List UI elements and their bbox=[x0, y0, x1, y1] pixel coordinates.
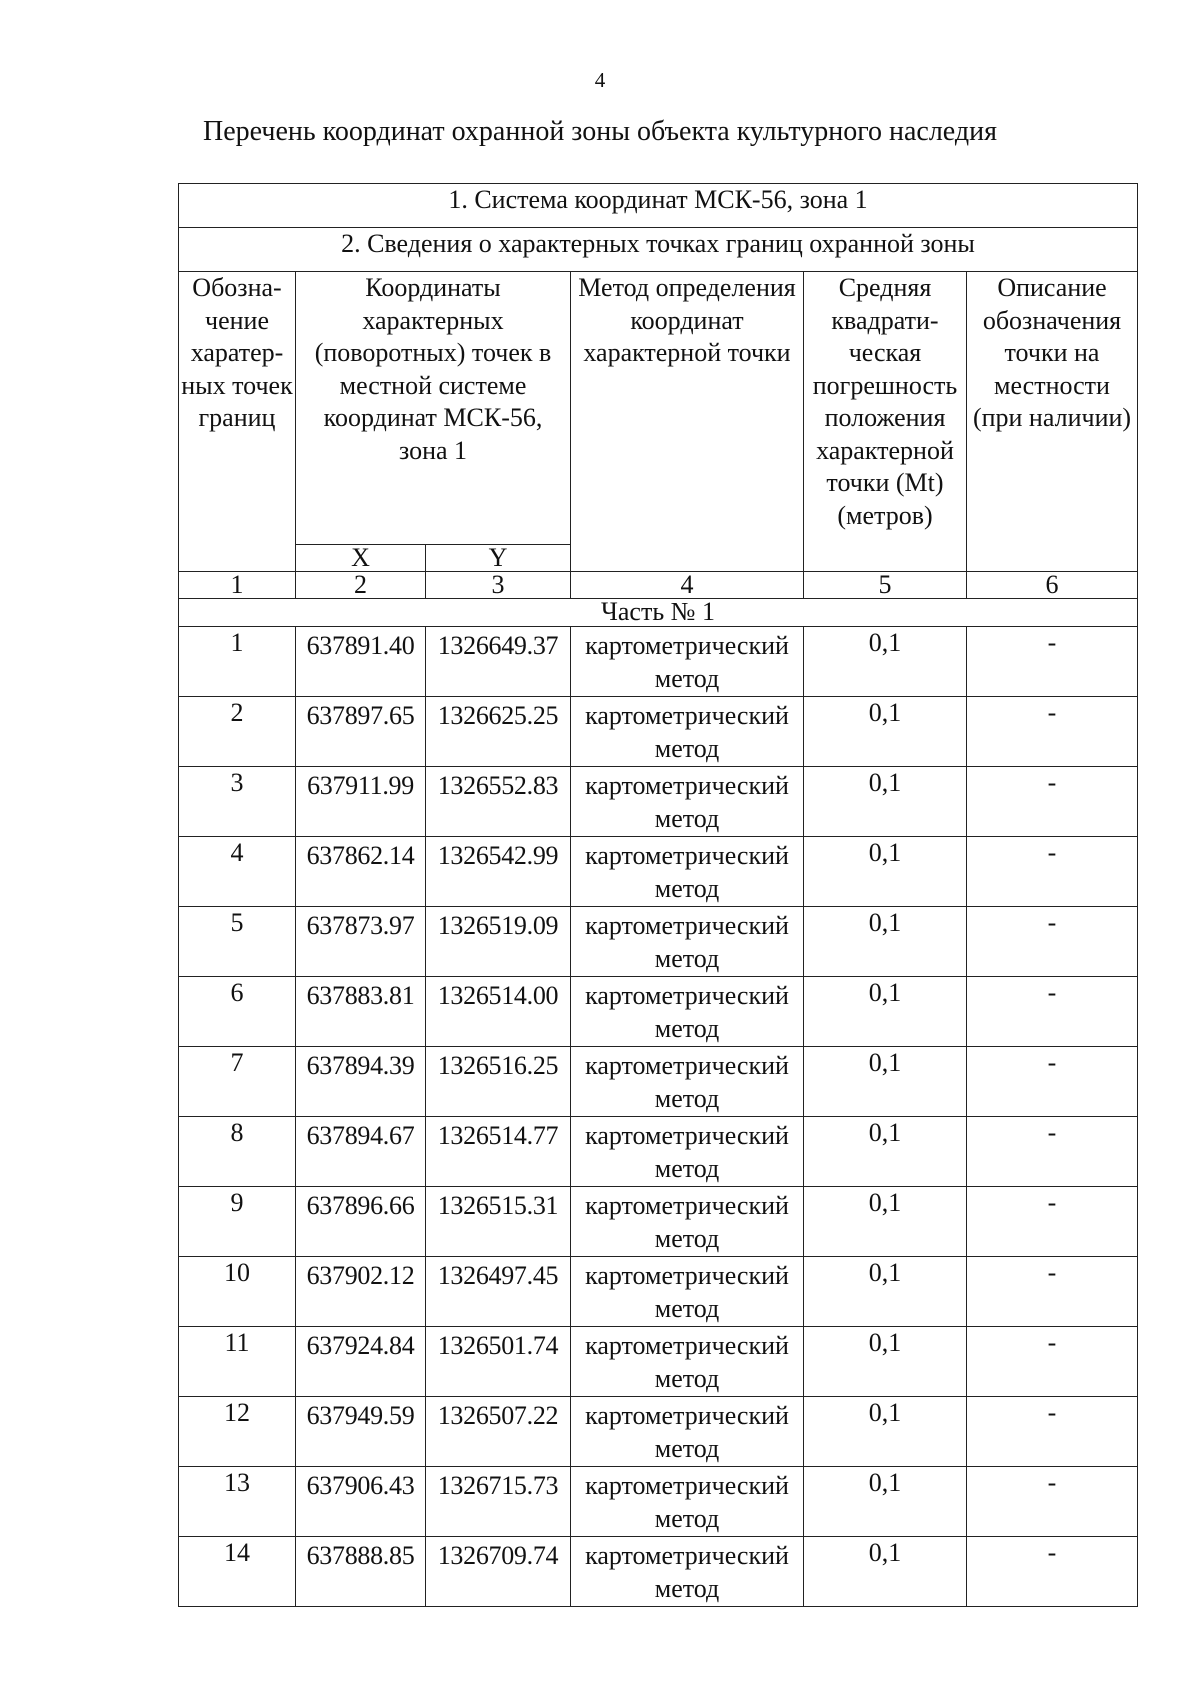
column-numbers-row bbox=[179, 572, 1138, 599]
error-cell: 0,1 bbox=[804, 627, 967, 697]
y-coordinate-cell: 1326625.25 bbox=[426, 697, 571, 767]
column-number: 2 bbox=[296, 572, 426, 599]
points-info-cell: 2. Сведения о характерных точках границ охранной зоны bbox=[179, 228, 1138, 272]
x-coordinate-cell: 637894.39 bbox=[296, 1047, 426, 1117]
method-cell: картометрический метод bbox=[571, 697, 804, 767]
point-number-cell: 4 bbox=[179, 837, 296, 907]
method-cell: картометрический метод bbox=[571, 837, 804, 907]
column-number: 5 bbox=[804, 572, 967, 599]
point-number-cell: 8 bbox=[179, 1117, 296, 1187]
point-number-cell: 6 bbox=[179, 977, 296, 1047]
point-number-cell: 2 bbox=[179, 697, 296, 767]
coordinate-system-cell: 1. Система координат МСК-56, зона 1 bbox=[179, 184, 1138, 228]
table-row bbox=[179, 1537, 1138, 1607]
error-cell: 0,1 bbox=[804, 697, 967, 767]
table-row bbox=[179, 1257, 1138, 1327]
description-cell: - bbox=[967, 1537, 1138, 1607]
error-cell: 0,1 bbox=[804, 1117, 967, 1187]
x-coordinate-cell: 637896.66 bbox=[296, 1187, 426, 1257]
y-coordinate-cell: 1326516.25 bbox=[426, 1047, 571, 1117]
point-number-cell: 14 bbox=[179, 1537, 296, 1607]
method-cell: картометрический метод bbox=[571, 1467, 804, 1537]
point-number-cell: 5 bbox=[179, 907, 296, 977]
method-cell: картометрический метод bbox=[571, 1257, 804, 1327]
part-label: Часть № 1 bbox=[179, 599, 1138, 627]
description-cell: - bbox=[967, 1187, 1138, 1257]
coordinates-table bbox=[178, 183, 1138, 1607]
table-row bbox=[179, 627, 1138, 697]
column-number: 4 bbox=[571, 572, 804, 599]
x-coordinate-cell: 637897.65 bbox=[296, 697, 426, 767]
description-cell: - bbox=[967, 1117, 1138, 1187]
header-designation: Обозна-чение харатер-ных точек границ bbox=[179, 272, 296, 572]
description-cell: - bbox=[967, 627, 1138, 697]
point-number-cell: 3 bbox=[179, 767, 296, 837]
x-coordinate-cell: 637888.85 bbox=[296, 1537, 426, 1607]
column-number: 3 bbox=[426, 572, 571, 599]
y-coordinate-cell: 1326507.22 bbox=[426, 1397, 571, 1467]
method-cell: картометрический метод bbox=[571, 1047, 804, 1117]
point-number-cell: 13 bbox=[179, 1467, 296, 1537]
method-cell: картометрический метод bbox=[571, 767, 804, 837]
method-cell: картометрический метод bbox=[571, 977, 804, 1047]
header-x: X bbox=[296, 545, 426, 572]
y-coordinate-cell: 1326515.31 bbox=[426, 1187, 571, 1257]
description-cell: - bbox=[967, 767, 1138, 837]
x-coordinate-cell: 637911.99 bbox=[296, 767, 426, 837]
table-row bbox=[179, 1467, 1138, 1537]
error-cell: 0,1 bbox=[804, 1467, 967, 1537]
error-cell: 0,1 bbox=[804, 907, 967, 977]
column-number: 6 bbox=[967, 572, 1138, 599]
description-cell: - bbox=[967, 1467, 1138, 1537]
description-cell: - bbox=[967, 1397, 1138, 1467]
point-number-cell: 12 bbox=[179, 1397, 296, 1467]
table-row bbox=[179, 977, 1138, 1047]
x-coordinate-cell: 637949.59 bbox=[296, 1397, 426, 1467]
table-row bbox=[179, 1187, 1138, 1257]
method-cell: картометрический метод bbox=[571, 1327, 804, 1397]
header-error: Средняя квадрати-ческая погрешность положения характерной точки (Mt) (метров) bbox=[804, 272, 967, 572]
column-number: 1 bbox=[179, 572, 296, 599]
y-coordinate-cell: 1326715.73 bbox=[426, 1467, 571, 1537]
error-cell: 0,1 bbox=[804, 1397, 967, 1467]
method-cell: картометрический метод bbox=[571, 1537, 804, 1607]
document-title: Перечень координат охранной зоны объекта культурного наследия bbox=[203, 116, 997, 147]
description-cell: - bbox=[967, 977, 1138, 1047]
method-cell: картометрический метод bbox=[571, 1397, 804, 1467]
part-row bbox=[179, 599, 1138, 627]
x-coordinate-cell: 637902.12 bbox=[296, 1257, 426, 1327]
error-cell: 0,1 bbox=[804, 977, 967, 1047]
description-cell: - bbox=[967, 1327, 1138, 1397]
error-cell: 0,1 bbox=[804, 1537, 967, 1607]
error-cell: 0,1 bbox=[804, 1257, 967, 1327]
table-row bbox=[179, 907, 1138, 977]
description-cell: - bbox=[967, 837, 1138, 907]
point-number-cell: 7 bbox=[179, 1047, 296, 1117]
coordinates-table-body bbox=[179, 184, 1138, 1607]
error-cell: 0,1 bbox=[804, 1327, 967, 1397]
y-coordinate-cell: 1326542.99 bbox=[426, 837, 571, 907]
point-number-cell: 1 bbox=[179, 627, 296, 697]
method-cell: картометрический метод bbox=[571, 907, 804, 977]
x-coordinate-cell: 637873.97 bbox=[296, 907, 426, 977]
coordinate-system-row bbox=[179, 184, 1138, 228]
error-cell: 0,1 bbox=[804, 1187, 967, 1257]
page-number: 4 bbox=[594, 68, 606, 92]
header-description: Описание обозначения точки на местности (при наличии) bbox=[967, 272, 1138, 572]
point-number-cell: 9 bbox=[179, 1187, 296, 1257]
table-row bbox=[179, 767, 1138, 837]
description-cell: - bbox=[967, 1257, 1138, 1327]
x-coordinate-cell: 637906.43 bbox=[296, 1467, 426, 1537]
error-cell: 0,1 bbox=[804, 837, 967, 907]
y-coordinate-cell: 1326519.09 bbox=[426, 907, 571, 977]
y-coordinate-cell: 1326709.74 bbox=[426, 1537, 571, 1607]
description-cell: - bbox=[967, 1047, 1138, 1117]
y-coordinate-cell: 1326501.74 bbox=[426, 1327, 571, 1397]
x-coordinate-cell: 637891.40 bbox=[296, 627, 426, 697]
header-coordinates: Координаты характерных (поворотных) точек в местной системе координат МСК-56, зона 1 bbox=[296, 272, 571, 545]
header-y: Y bbox=[426, 545, 571, 572]
point-number-cell: 11 bbox=[179, 1327, 296, 1397]
error-cell: 0,1 bbox=[804, 767, 967, 837]
method-cell: картометрический метод bbox=[571, 1117, 804, 1187]
table-row bbox=[179, 837, 1138, 907]
table-row bbox=[179, 1117, 1138, 1187]
x-coordinate-cell: 637862.14 bbox=[296, 837, 426, 907]
method-cell: картометрический метод bbox=[571, 1187, 804, 1257]
method-cell: картометрический метод bbox=[571, 627, 804, 697]
x-coordinate-cell: 637883.81 bbox=[296, 977, 426, 1047]
y-coordinate-cell: 1326552.83 bbox=[426, 767, 571, 837]
table-header-row bbox=[179, 272, 1138, 545]
x-coordinate-cell: 637894.67 bbox=[296, 1117, 426, 1187]
x-coordinate-cell: 637924.84 bbox=[296, 1327, 426, 1397]
y-coordinate-cell: 1326514.00 bbox=[426, 977, 571, 1047]
points-info-row bbox=[179, 228, 1138, 272]
point-number-cell: 10 bbox=[179, 1257, 296, 1327]
description-cell: - bbox=[967, 697, 1138, 767]
y-coordinate-cell: 1326514.77 bbox=[426, 1117, 571, 1187]
table-row bbox=[179, 697, 1138, 767]
y-coordinate-cell: 1326497.45 bbox=[426, 1257, 571, 1327]
error-cell: 0,1 bbox=[804, 1047, 967, 1117]
table-row bbox=[179, 1327, 1138, 1397]
header-method: Метод определения координат характерной точки bbox=[571, 272, 804, 572]
description-cell: - bbox=[967, 907, 1138, 977]
y-coordinate-cell: 1326649.37 bbox=[426, 627, 571, 697]
table-row bbox=[179, 1047, 1138, 1117]
table-row bbox=[179, 1397, 1138, 1467]
